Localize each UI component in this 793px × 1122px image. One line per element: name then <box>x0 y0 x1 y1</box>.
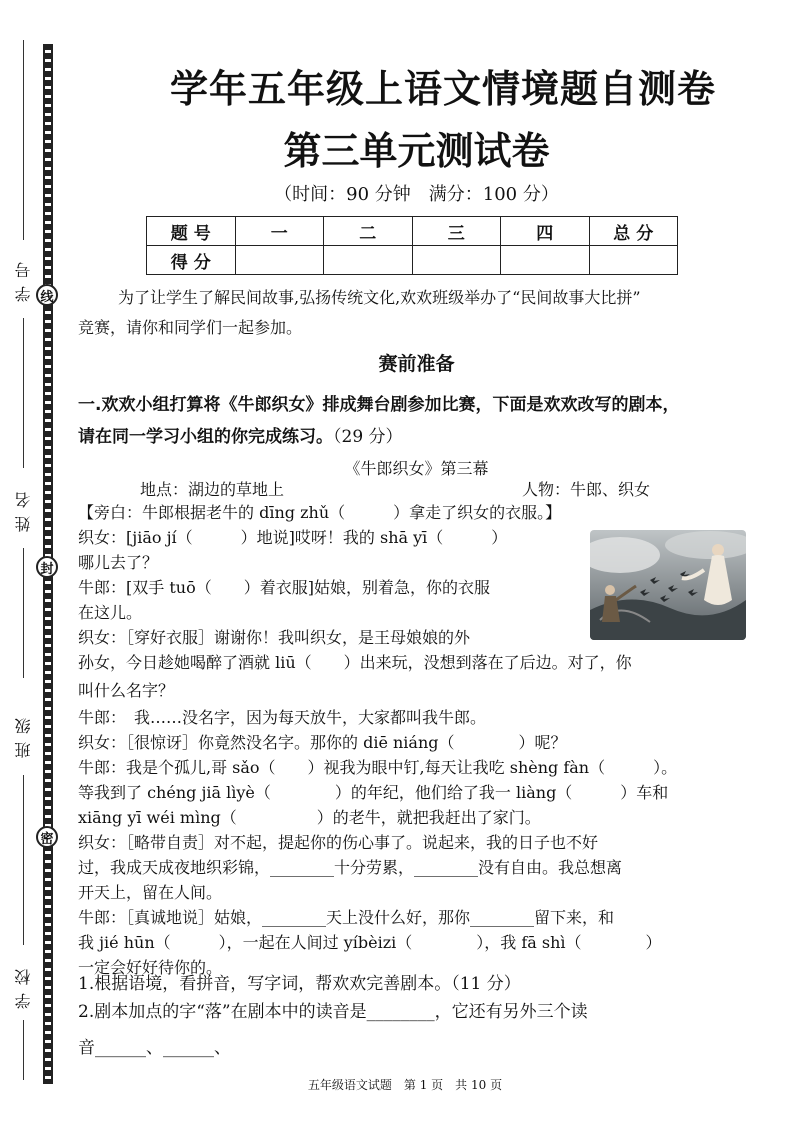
intro-text-line1: 为了让学生了解民间故事,弘扬传统文化,欢欢班级举办了“民间故事大比拼” <box>118 288 641 307</box>
script-line: 织女：[jiāo jí（ ）地说]哎呀！我的 shā yī（ ） <box>78 528 508 547</box>
seal-secret-mark: 密 <box>36 826 58 848</box>
script-line: 牛郎： 我……没名字，因为每天放牛，大家都叫我牛郎。 <box>78 708 487 727</box>
script-line: 牛郎：［真诚地说］姑娘，________天上没什么好，那你________留下来，和 <box>78 908 615 927</box>
section-heading: 赛前准备 <box>378 353 455 375</box>
script-line: 孙女，今日趁她喝醉了酒就 liū（ ）出来玩，没想到落在了后边。对了，你 <box>78 653 632 672</box>
script-line: 织女：［穿好衣服］谢谢你！我叫织女，是王母娘娘的外 <box>78 628 471 647</box>
binding-line <box>23 775 24 945</box>
script-line: 过，我成天成夜地织彩锦，________十分劳累，________没有自由。我总想离 <box>78 858 623 877</box>
score-cell[interactable] <box>412 246 501 275</box>
subquestion-2-line2: 音______、______、 <box>78 1038 231 1058</box>
student-id-label: 学号 <box>14 254 33 302</box>
score-row-label: 得 分 <box>147 246 236 275</box>
script-line: 牛郎：我是个孤儿,哥 sǎo（ ）视我为眼中钉,每天让我吃 shèng fàn（ ）。 <box>78 758 678 777</box>
score-cell[interactable] <box>324 246 413 275</box>
cowherd-weaver-illustration <box>590 530 746 640</box>
exam-title: 学年五年级上语文情境题自测卷 <box>170 67 717 111</box>
script-line: 叫什么名字？ <box>78 681 175 700</box>
question1-line1: 一.欢欢小组打算将《牛郎织女》排成舞台剧参加比赛，下面是欢欢改写的剧本， <box>78 395 680 415</box>
class-label: 班级 <box>14 710 33 758</box>
script-place: 地点：湖边的草地上 <box>140 480 285 499</box>
name-label: 姓名 <box>14 484 33 532</box>
binding-line <box>23 548 24 678</box>
score-table <box>146 216 678 275</box>
school-label: 学校 <box>14 961 33 1009</box>
binding-line <box>23 318 24 468</box>
script-characters: 人物：牛郎、织女 <box>522 480 651 499</box>
question1-points: （29 分） <box>333 427 403 447</box>
seal-seal-mark: 封 <box>36 556 58 578</box>
script-line: 等我到了 chéng jiā lìyè（ ）的年纪，他们给了我一 liàng（ ）车和 <box>78 783 669 802</box>
question1-line2 <box>78 422 403 447</box>
intro-text-line2: 竞赛，请你和同学们一起参加。 <box>78 318 303 337</box>
script-title: 《牛郎织女》第三幕 <box>344 459 489 478</box>
script-line: 【旁白：牛郎根据老牛的 dīng zhǔ（ ）拿走了织女的衣服。】 <box>78 503 562 522</box>
subquestion-2-line1: 2.剧本加点的字“落”在剧本中的读音是________，它还有另外三个读 <box>78 1002 588 1022</box>
score-cell[interactable] <box>235 246 324 275</box>
script-line: 牛郎：[双手 tuō（ ）着衣服]姑娘，别着急，你的衣服 <box>78 578 490 597</box>
score-header-cell: 一 <box>235 217 324 246</box>
score-cell[interactable] <box>501 246 590 275</box>
score-header-cell: 三 <box>412 217 501 246</box>
score-cell[interactable] <box>589 246 678 275</box>
score-table-score-row <box>147 246 678 275</box>
exam-subtitle: 第三单元测试卷 <box>283 129 550 173</box>
script-line: 一定会好好待你的。 <box>78 958 223 977</box>
score-header-cell: 二 <box>324 217 413 246</box>
script-line: 织女：［很惊讶］你竟然没名字。那你的 diē niáng（ ）呢？ <box>78 733 567 752</box>
score-header-cell: 题 号 <box>147 217 236 246</box>
script-line: 我 jié hūn（ ），一起在人间过 yíbèizi（ ），我 fā shì（ ） <box>78 933 662 952</box>
page-footer: 五年级语文试题 第 1 页 共 10 页 <box>307 1078 503 1092</box>
score-header-cell: 总 分 <box>589 217 678 246</box>
time-and-score-info: （时间：90 分钟 满分：100 分） <box>274 184 559 205</box>
score-table-header-row <box>147 217 678 246</box>
question1-text: 请在同一学习小组的你完成练习。 <box>78 427 333 447</box>
script-line: 开天上，留在人间。 <box>78 883 223 902</box>
script-line: 在这儿。 <box>78 603 143 622</box>
subquestion-1: 1.根据语境，看拼音，写字词，帮欢欢完善剧本。（11 分） <box>78 974 521 994</box>
script-line: 织女：［略带自责］对不起，提起你的伤心事了。说起来，我的日子也不好 <box>78 833 599 852</box>
binding-line <box>23 1020 24 1080</box>
script-line: 哪儿去了？ <box>78 553 159 572</box>
score-header-cell: 四 <box>501 217 590 246</box>
script-line: xiāng yī wéi mìng（ ）的老牛，就把我赶出了家门。 <box>78 808 541 827</box>
seal-line-mark: 线 <box>36 284 58 306</box>
